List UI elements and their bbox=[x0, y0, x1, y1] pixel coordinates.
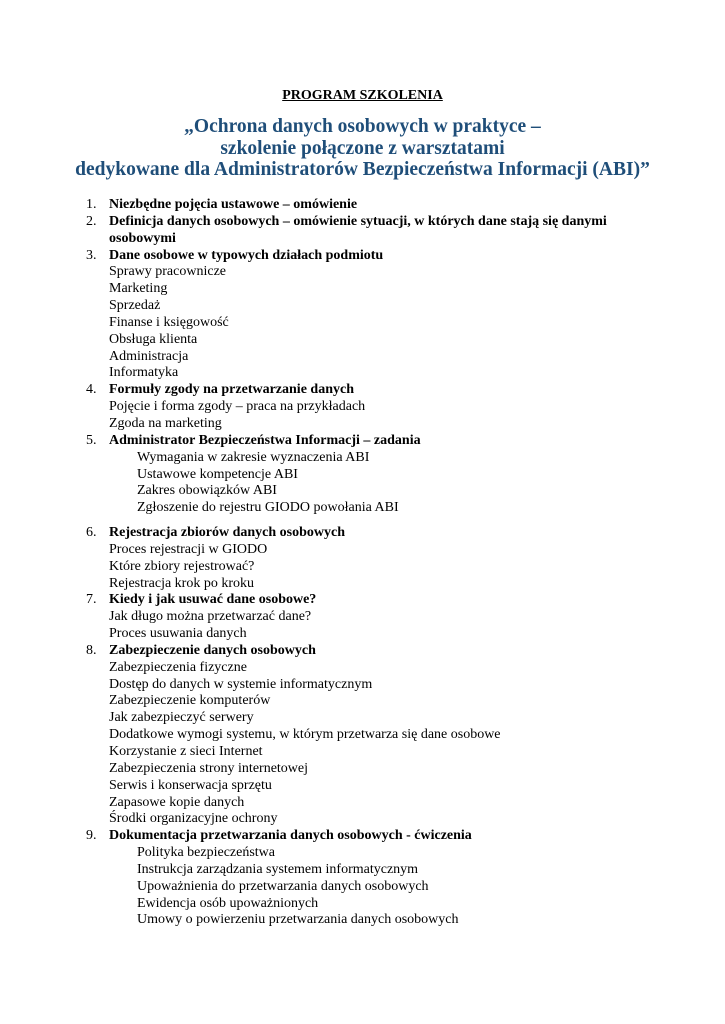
section-title: Niezbędne pojęcia ustawowe – omówienie bbox=[109, 197, 358, 212]
list-item: Ewidencja osób upoważnionych bbox=[137, 895, 319, 911]
list-item: Zakres obowiązków ABI bbox=[137, 483, 277, 499]
list-item: Pojęcie i forma zgody – praca na przykładach bbox=[109, 399, 366, 415]
list-item: Instrukcja zarządzania systemem informatycznym bbox=[137, 861, 419, 877]
section-title: Formuły zgody na przetwarzanie danych bbox=[109, 382, 354, 398]
list-item: Finanse i księgowość bbox=[109, 314, 229, 330]
list-item: Proces rejestracji w GIODO bbox=[109, 541, 268, 557]
list-item: Dostęp do danych w systemie informatycznym bbox=[109, 676, 373, 692]
list-item: Zabezpieczenie komputerów bbox=[109, 693, 271, 709]
list-item: Które zbiory rejestrować? bbox=[109, 558, 255, 574]
section-title: Definicja danych osobowych – omówienie sytuacji, w których dane stają się danymi osobowymi bbox=[109, 213, 607, 246]
section-5 bbox=[0, 433, 725, 517]
title-line: szkolenie połączone z warsztatami bbox=[220, 137, 505, 159]
list-item: Serwis i konserwacja sprzętu bbox=[109, 777, 272, 793]
list-item: Ustawowe kompetencje ABI bbox=[137, 466, 298, 482]
section-9 bbox=[0, 828, 725, 929]
list-item: Polityka bezpieczeństwa bbox=[137, 845, 276, 861]
list-item: Zapasowe kopie danych bbox=[109, 794, 245, 810]
section-number: 4. bbox=[86, 382, 97, 398]
section-title: Zabezpieczenie danych osobowych bbox=[109, 642, 316, 658]
list-item: Jak zabezpieczyć serwery bbox=[109, 710, 254, 726]
list-item: Korzystanie z sieci Internet bbox=[109, 744, 263, 759]
list-item: Marketing bbox=[109, 281, 168, 297]
list-item: Sprawy pracownicze bbox=[109, 264, 227, 280]
title-line: „Ochrona danych osobowych w praktyce – bbox=[184, 116, 541, 137]
section-title: Dokumentacja przetwarzania danych osobowych - ćwiczenia bbox=[109, 828, 472, 844]
list-item: Zabezpieczenia strony internetowej bbox=[109, 760, 309, 776]
list-item: Umowy o powierzeniu przetwarzania danych osobowych bbox=[137, 912, 459, 928]
document-title bbox=[0, 116, 725, 181]
section-number: 9. bbox=[86, 828, 97, 844]
section-title: Rejestracja zbiorów danych osobowych bbox=[109, 525, 346, 541]
list-item: Sprzedaż bbox=[109, 298, 161, 314]
section-title: Dane osobowe w typowych działach podmiotu bbox=[109, 247, 384, 263]
section-number: 2. bbox=[86, 213, 97, 229]
list-item: Zgoda na marketing bbox=[109, 415, 222, 431]
document-heading: PROGRAM SZKOLENIA bbox=[282, 88, 443, 103]
section-number: 1. bbox=[86, 197, 97, 212]
list-item: Środki organizacyjne ochrony bbox=[109, 811, 278, 827]
section-title: Administrator Bezpieczeństwa Informacji – zadania bbox=[109, 432, 421, 448]
section-2 bbox=[0, 214, 725, 248]
title-line: dedykowane dla Administratorów Bezpieczeństwa Informacji (ABI)” bbox=[75, 159, 650, 180]
list-item: Dodatkowe wymogi systemu, w którym przetwarza się dane osobowe bbox=[109, 727, 501, 743]
list-item: Zabezpieczenia fizyczne bbox=[109, 659, 247, 675]
list-item: Wymagania w zakresie wyznaczenia ABI bbox=[137, 449, 370, 465]
list-item: Zgłoszenie do rejestru GIODO powołania ABI bbox=[137, 500, 399, 516]
section-6 bbox=[0, 525, 725, 592]
section-number: 5. bbox=[86, 432, 97, 448]
section-number: 7. bbox=[86, 592, 97, 608]
program-list bbox=[0, 197, 725, 929]
list-item: Informatyka bbox=[109, 365, 179, 381]
section-7 bbox=[0, 592, 725, 643]
section-1 bbox=[0, 197, 725, 214]
list-item: Jak długo można przetwarzać dane? bbox=[109, 609, 312, 625]
list-item: Obsługa klienta bbox=[109, 331, 198, 347]
list-item: Upoważnienia do przetwarzania danych osobowych bbox=[137, 878, 429, 894]
section-8 bbox=[0, 643, 725, 828]
section-number: 8. bbox=[86, 642, 97, 658]
section-3 bbox=[0, 248, 725, 383]
section-title: Kiedy i jak usuwać dane osobowe? bbox=[109, 592, 317, 608]
list-item: Rejestracja krok po kroku bbox=[109, 575, 255, 591]
section-number: 6. bbox=[86, 525, 97, 541]
section-4 bbox=[0, 382, 725, 433]
list-item: Administracja bbox=[109, 348, 189, 364]
list-item: Proces usuwania danych bbox=[109, 626, 247, 642]
section-number: 3. bbox=[86, 247, 97, 263]
